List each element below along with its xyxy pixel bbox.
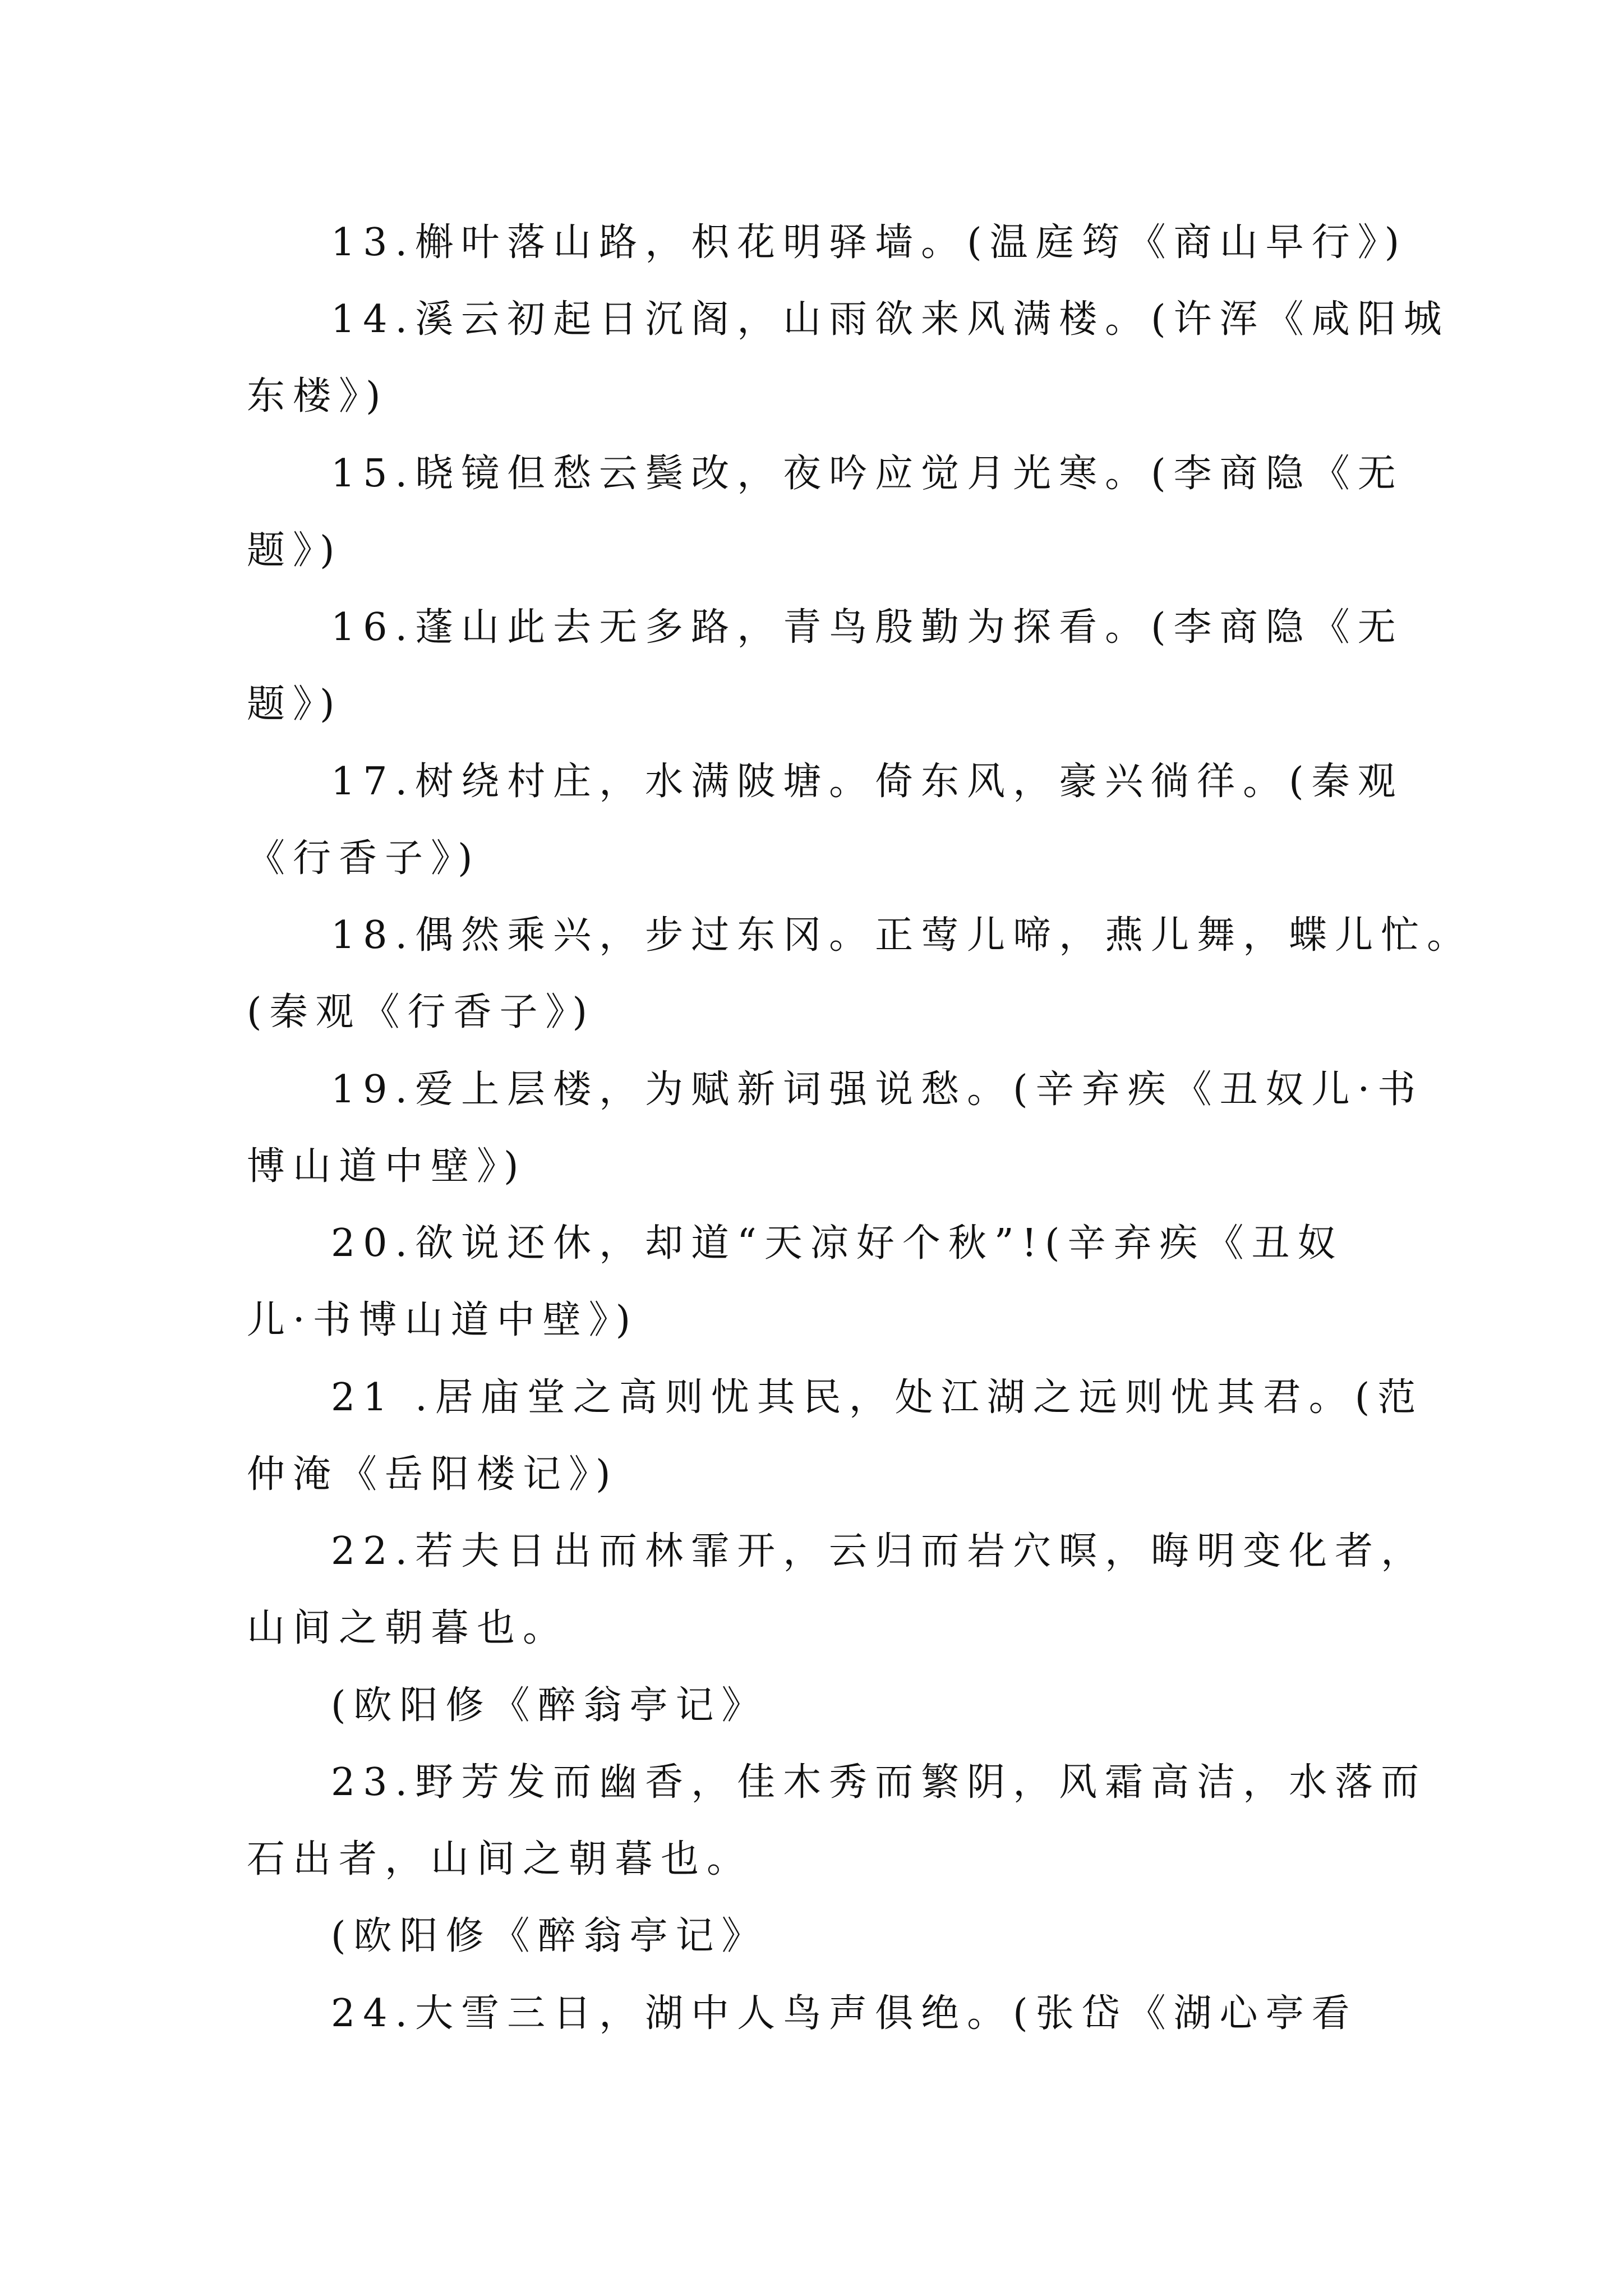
poem-line-18: 18.偶然乘兴，步过东冈。正莺儿啼，燕儿舞，蝶儿忙。	[331, 913, 1473, 958]
poem-line-22: 22.若夫日出而林霏开，云归而岩穴暝，晦明变化者，	[331, 1529, 1427, 1573]
poem-line-20: 20.欲说还休，却道“天凉好个秋”!(辛弃疾《丑奴	[331, 1221, 1344, 1266]
poem-line-21-cont: 仲淹《岳阳楼记》)	[247, 1452, 619, 1497]
poem-line-14-cont: 东楼》)	[247, 374, 389, 418]
poem-line-20-cont: 儿·书博山道中壁》)	[247, 1298, 639, 1342]
poem-line-24: 24.大雪三日，湖中人鸟声俱绝。(张岱《湖心亭看	[331, 1991, 1358, 2036]
poem-line-15-cont: 题》)	[247, 528, 343, 573]
poem-line-14: 14.溪云初起日沉阁，山雨欲来风满楼。(许浑《咸阳城	[331, 297, 1450, 342]
poem-line-16: 16.蓬山此去无多路，青鸟殷勤为探看。(李商隐《无	[331, 605, 1404, 650]
poem-line-23-cont: 石出者，山间之朝暮也。	[247, 1837, 753, 1881]
poem-line-23: 23.野芳发而幽香，佳木秀而繁阴，风霜高洁，水落而	[331, 1760, 1427, 1805]
poem-line-22-source: (欧阳修《醉翁亭记》	[331, 1683, 768, 1728]
poem-line-13: 13.槲叶落山路，枳花明驿墙。(温庭筠《商山早行》)	[331, 220, 1408, 265]
poem-line-23-source: (欧阳修《醉翁亭记》	[331, 1914, 768, 1958]
poem-line-18-cont: (秦观《行香子》)	[247, 990, 596, 1034]
poem-line-21: 21 .居庙堂之高则忧其民，处江湖之远则忧其君。(范	[331, 1375, 1424, 1420]
poem-line-19: 19.爱上层楼，为赋新词强说愁。(辛弃疾《丑奴儿·书	[331, 1068, 1424, 1112]
poem-line-17: 17.树绕村庄，水满陂塘。倚东风，豪兴徜徉。(秦观	[331, 760, 1404, 804]
poem-line-19-cont: 博山道中壁》)	[247, 1144, 527, 1189]
poem-line-17-cont: 《行香子》)	[247, 836, 481, 881]
poem-line-22-cont: 山间之朝暮也。	[247, 1606, 569, 1650]
poem-line-16-cont: 题》)	[247, 682, 343, 726]
poem-line-15: 15.晓镜但愁云鬓改，夜吟应觉月光寒。(李商隐《无	[331, 452, 1404, 496]
